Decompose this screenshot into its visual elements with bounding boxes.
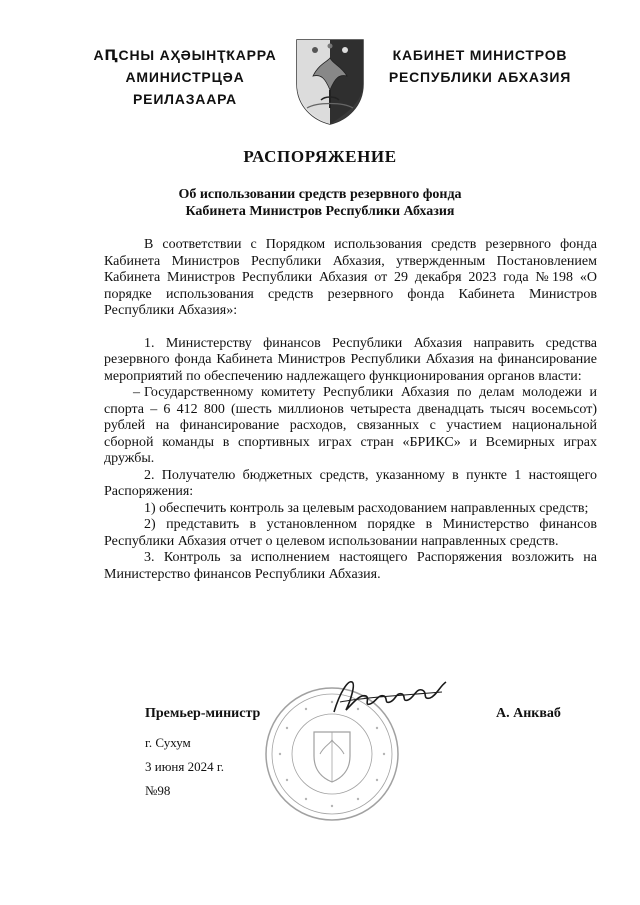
letterhead-russian-line1: КАБИНЕТ МИНИСТРОВ (392, 47, 568, 63)
document-number: №98 (145, 783, 171, 798)
signer-name: А. Анкваб (496, 706, 561, 721)
document-city: г. Сухум (145, 735, 191, 750)
item-1-subitem-text: Государственному комитету Республики Абхазия по делам молодежи и спорта – 6 412 800 (шесть миллионов четыреста двенадцать тысяч восемьсот) рублей на финансирование расходов, связанных с участием национальной сборной команды в спортивных играх стран «БРИКС» и Всемирных играх дружбы. (104, 385, 597, 466)
document-body (104, 237, 597, 583)
item-3-paragraph: 3. Контроль за исполнением настоящего Распоряжения возложить на Министерство финансов Республики Абхазия. (104, 550, 597, 582)
item-2-2-paragraph: 2) представить в установленном порядке в Министерство финансов Республики Абхазия отчет о целевом использовании направленных средств. (104, 517, 597, 549)
letterhead-russian-line2: РЕСПУБЛИКИ АБХАЗИЯ (388, 69, 572, 85)
document-subtitle (100, 186, 540, 220)
document-title: РАСПОРЯЖЕНИЕ (243, 147, 397, 166)
item-2-paragraph: 2. Получателю бюджетных средств, указанному в пункте 1 настоящего Распоряжения: (104, 467, 597, 499)
letterhead (0, 0, 640, 150)
document-date: 3 июня 2024 г. (145, 759, 224, 774)
handwritten-signature-icon (330, 672, 450, 722)
letterhead-russian (380, 44, 580, 88)
abkhazia-coat-of-arms-icon (293, 38, 367, 126)
subtitle-line1: Об использовании средств резервного фонда (178, 187, 462, 202)
preamble-paragraph: В соответствии с Порядком использования средств резервного фонда Кабинета Министров Республики Абхазия, утвержденным Постановлением Кабинета Министров Республики Абхазия от 29 декабря 2023 года №198 «О порядке использования средств резервного фонда Кабинета Министров Республики Абхазия»: (104, 237, 597, 318)
item-1-paragraph: 1. Министерству финансов Республики Абхазия направить средства резервного фонда Кабинета Министров Республики Абхазия на финансирование мероприятий по обеспечению надлежащего функционирования органов власти: (104, 335, 597, 384)
letterhead-abkhaz (80, 44, 290, 110)
letterhead-abkhaz-line1: АԤСНЫ АҲӘЫНҬҞАРРА (93, 47, 277, 63)
item-2-1-paragraph: 1) обеспечить контроль за целевым расходованием направленных средств; (144, 500, 589, 516)
dash-marker: – (133, 385, 140, 400)
letterhead-abkhaz-line2: АМИНИСТРЦӘА РЕИЛАЗААРА (125, 69, 245, 107)
item-1-subitem (104, 385, 597, 468)
subtitle-line2: Кабинета Министров Республики Абхазия (185, 204, 455, 219)
signer-position: Премьер-министр (145, 706, 261, 721)
